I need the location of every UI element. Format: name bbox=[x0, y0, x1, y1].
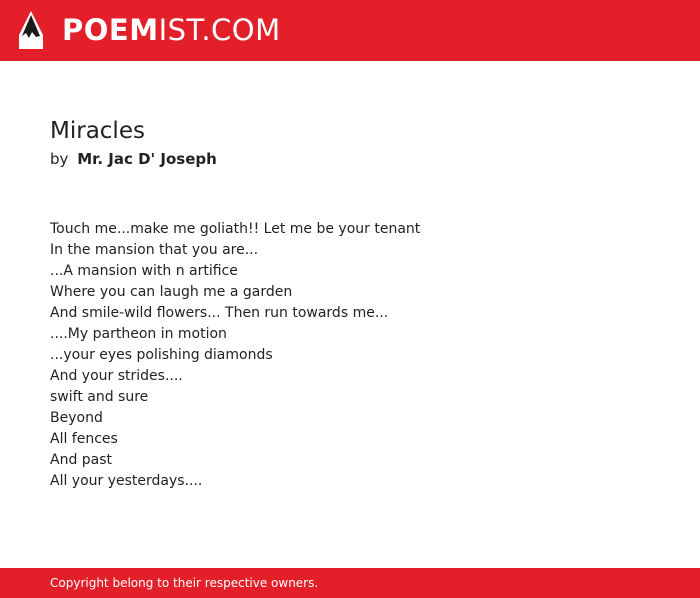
poem-line: swift and sure bbox=[50, 389, 149, 405]
pencil-tip-icon[interactable] bbox=[18, 9, 44, 51]
poem-line: And your strides.... bbox=[50, 368, 183, 384]
poem-line: All fences bbox=[50, 431, 118, 447]
logo-bold-text: POEM bbox=[62, 13, 159, 47]
poem-body bbox=[50, 219, 650, 492]
site-footer bbox=[0, 568, 700, 598]
author-name[interactable]: Mr. Jac D' Joseph bbox=[77, 150, 217, 168]
poem-line: ...A mansion with n artifice bbox=[50, 263, 238, 279]
poem-line: ....My partheon in motion bbox=[50, 326, 227, 342]
copyright-text: Copyright belong to their respective owners. bbox=[50, 576, 319, 590]
poem-line: All your yesterdays.... bbox=[50, 473, 203, 489]
poem-line: Where you can laugh me a garden bbox=[50, 284, 293, 300]
poem-line: And past bbox=[50, 452, 113, 468]
poem-line: And smile-wild flowers... Then run towards me... bbox=[50, 305, 389, 321]
poem-title: Miracles bbox=[50, 118, 145, 144]
poem-line: In the mansion that you are... bbox=[50, 242, 259, 258]
poem-line: Beyond bbox=[50, 410, 103, 426]
poem-line: ...your eyes polishing diamonds bbox=[50, 347, 273, 363]
site-header bbox=[0, 0, 700, 61]
poem-line: Touch me...make me goliath!! Let me be your tenant bbox=[50, 221, 421, 237]
by-label: by bbox=[50, 150, 69, 168]
site-logo[interactable] bbox=[62, 12, 281, 48]
logo-light-text: IST.COM bbox=[158, 13, 281, 47]
poem-byline bbox=[50, 149, 217, 169]
